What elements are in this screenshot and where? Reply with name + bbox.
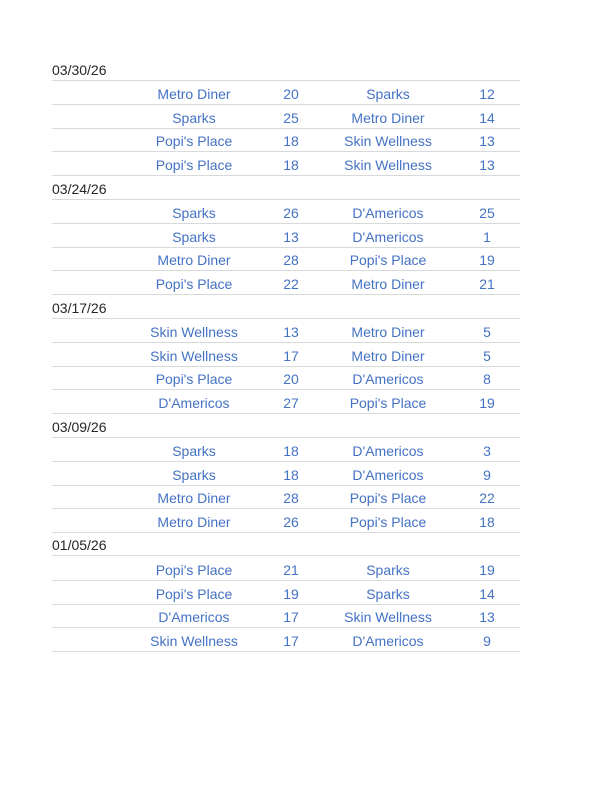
week-date: 03/24/26 bbox=[52, 180, 107, 197]
away-team: Skin Wellness bbox=[344, 156, 432, 173]
away-score: 9 bbox=[483, 466, 491, 483]
home-team: Sparks bbox=[172, 205, 216, 222]
home-team: Skin Wellness bbox=[150, 347, 238, 364]
away-score: 8 bbox=[483, 371, 491, 388]
away-team: D'Americos bbox=[352, 466, 424, 483]
row-rule bbox=[52, 651, 520, 652]
home-score: 18 bbox=[283, 466, 299, 483]
away-score: 18 bbox=[479, 513, 495, 530]
away-team: Popi's Place bbox=[349, 394, 427, 411]
away-team: Metro Diner bbox=[351, 324, 425, 341]
game-row bbox=[52, 342, 520, 366]
home-team: Popi's Place bbox=[155, 371, 233, 388]
home-score: 21 bbox=[283, 562, 299, 579]
away-team: Skin Wellness bbox=[344, 609, 432, 626]
week-date: 03/09/26 bbox=[52, 418, 107, 435]
week-date: 03/30/26 bbox=[52, 61, 107, 78]
game-row bbox=[52, 200, 520, 224]
home-team: Metro Diner bbox=[157, 490, 231, 507]
home-score: 17 bbox=[283, 609, 299, 626]
home-team: D'Americos bbox=[158, 394, 230, 411]
away-score: 3 bbox=[483, 443, 491, 460]
away-score: 19 bbox=[479, 252, 495, 269]
away-score: 22 bbox=[479, 490, 495, 507]
home-score: 20 bbox=[283, 86, 299, 103]
home-team: Skin Wellness bbox=[150, 324, 238, 341]
away-team: D'Americos bbox=[352, 443, 424, 460]
game-row bbox=[52, 104, 520, 128]
week-group bbox=[52, 294, 520, 413]
home-team: Popi's Place bbox=[155, 133, 233, 150]
away-team: Metro Diner bbox=[351, 109, 425, 126]
home-team: Metro Diner bbox=[157, 86, 231, 103]
away-team: Metro Diner bbox=[351, 275, 425, 292]
away-team: Skin Wellness bbox=[344, 133, 432, 150]
away-score: 1 bbox=[483, 228, 491, 245]
away-team: Sparks bbox=[366, 86, 410, 103]
date-row bbox=[52, 175, 520, 200]
home-score: 18 bbox=[283, 133, 299, 150]
away-score: 21 bbox=[479, 275, 495, 292]
home-score: 18 bbox=[283, 443, 299, 460]
home-team: Popi's Place bbox=[155, 585, 233, 602]
home-score: 18 bbox=[283, 156, 299, 173]
week-date: 03/17/26 bbox=[52, 299, 107, 316]
home-score: 13 bbox=[283, 324, 299, 341]
away-team: D'Americos bbox=[352, 632, 424, 649]
home-team: Metro Diner bbox=[157, 513, 231, 530]
home-score: 26 bbox=[283, 513, 299, 530]
home-team: Popi's Place bbox=[155, 275, 233, 292]
game-row bbox=[52, 81, 520, 105]
away-score: 5 bbox=[483, 347, 491, 364]
home-score: 13 bbox=[283, 228, 299, 245]
home-team: Skin Wellness bbox=[150, 632, 238, 649]
away-score: 25 bbox=[479, 205, 495, 222]
game-row bbox=[52, 151, 520, 175]
game-row bbox=[52, 366, 520, 390]
away-score: 5 bbox=[483, 324, 491, 341]
away-score: 13 bbox=[479, 133, 495, 150]
away-team: Popi's Place bbox=[349, 513, 427, 530]
home-team: D'Americos bbox=[158, 609, 230, 626]
away-team: Metro Diner bbox=[351, 347, 425, 364]
date-row bbox=[52, 532, 520, 557]
game-row bbox=[52, 223, 520, 247]
game-row bbox=[52, 627, 520, 651]
home-team: Metro Diner bbox=[157, 252, 231, 269]
week-group bbox=[52, 532, 520, 651]
game-row bbox=[52, 556, 520, 580]
game-row bbox=[52, 319, 520, 343]
date-row bbox=[52, 56, 520, 81]
away-team: Popi's Place bbox=[349, 490, 427, 507]
away-score: 13 bbox=[479, 156, 495, 173]
home-score: 28 bbox=[283, 490, 299, 507]
game-row bbox=[52, 604, 520, 628]
home-score: 19 bbox=[283, 585, 299, 602]
away-team: D'Americos bbox=[352, 371, 424, 388]
game-row bbox=[52, 485, 520, 509]
home-score: 17 bbox=[283, 632, 299, 649]
away-team: D'Americos bbox=[352, 228, 424, 245]
home-score: 26 bbox=[283, 205, 299, 222]
game-row bbox=[52, 128, 520, 152]
away-score: 19 bbox=[479, 394, 495, 411]
game-row bbox=[52, 247, 520, 271]
game-row bbox=[52, 461, 520, 485]
home-score: 28 bbox=[283, 252, 299, 269]
results-sheet bbox=[52, 56, 520, 651]
week-group bbox=[52, 56, 520, 175]
away-score: 14 bbox=[479, 109, 495, 126]
home-team: Sparks bbox=[172, 109, 216, 126]
home-score: 25 bbox=[283, 109, 299, 126]
date-row bbox=[52, 413, 520, 438]
away-score: 9 bbox=[483, 632, 491, 649]
away-team: Popi's Place bbox=[349, 252, 427, 269]
away-score: 14 bbox=[479, 585, 495, 602]
week-date: 01/05/26 bbox=[52, 537, 107, 554]
away-score: 13 bbox=[479, 609, 495, 626]
away-score: 19 bbox=[479, 562, 495, 579]
home-score: 20 bbox=[283, 371, 299, 388]
away-team: D'Americos bbox=[352, 205, 424, 222]
home-score: 22 bbox=[283, 275, 299, 292]
home-team: Sparks bbox=[172, 228, 216, 245]
home-team: Popi's Place bbox=[155, 562, 233, 579]
home-score: 17 bbox=[283, 347, 299, 364]
home-score: 27 bbox=[283, 394, 299, 411]
game-row bbox=[52, 508, 520, 532]
week-group bbox=[52, 413, 520, 532]
home-team: Sparks bbox=[172, 466, 216, 483]
game-row bbox=[52, 580, 520, 604]
week-group bbox=[52, 175, 520, 294]
date-row bbox=[52, 294, 520, 319]
away-team: Sparks bbox=[366, 562, 410, 579]
away-score: 12 bbox=[479, 86, 495, 103]
game-row bbox=[52, 270, 520, 294]
home-team: Sparks bbox=[172, 443, 216, 460]
game-row bbox=[52, 389, 520, 413]
home-team: Popi's Place bbox=[155, 156, 233, 173]
game-row bbox=[52, 438, 520, 462]
away-team: Sparks bbox=[366, 585, 410, 602]
